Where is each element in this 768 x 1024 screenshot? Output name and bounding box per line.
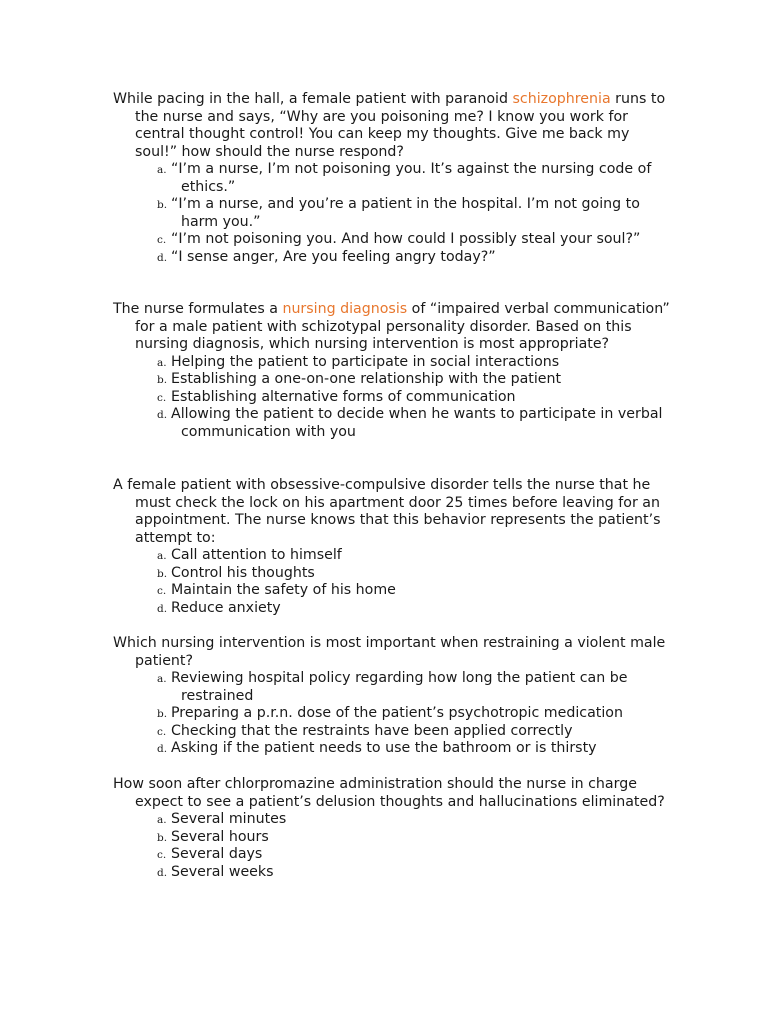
option-letter: d. bbox=[157, 743, 168, 755]
answer-option-d bbox=[113, 864, 673, 882]
question-2 bbox=[113, 301, 673, 441]
option-letter: c. bbox=[157, 234, 167, 246]
option-text: Several weeks bbox=[171, 863, 274, 880]
option-text: Asking if the patient needs to use the bathroom or is thirsty bbox=[171, 740, 597, 756]
option-text: Reduce anxiety bbox=[171, 599, 281, 616]
answer-option-d bbox=[113, 740, 673, 758]
answer-option-c bbox=[113, 723, 673, 741]
option-text: Preparing a p.r.n. dose of the patient’s psychotropic medication bbox=[171, 705, 623, 721]
answer-option-d bbox=[113, 249, 673, 267]
answer-option-b bbox=[113, 705, 673, 723]
option-letter: d. bbox=[157, 251, 168, 264]
question-stem: How soon after chlorpromazine administration should the nurse in charge expect to see a patient’s delusion thoughts and hallucinations eliminated? bbox=[113, 776, 665, 810]
answer-option-a bbox=[113, 354, 673, 372]
answer-options bbox=[113, 811, 673, 881]
answer-option-a bbox=[113, 670, 673, 705]
option-text: Maintain the safety of his home bbox=[171, 582, 396, 598]
answer-options bbox=[113, 354, 673, 442]
answer-options bbox=[113, 670, 673, 758]
answer-options bbox=[113, 161, 673, 266]
option-text: Reviewing hospital policy regarding how long the patient can be restrained bbox=[171, 670, 628, 704]
answer-option-a bbox=[113, 161, 673, 196]
option-text: Control his thoughts bbox=[171, 564, 315, 581]
option-text: Several days bbox=[171, 846, 263, 862]
option-text: Establishing a one-on-one relationship with the patient bbox=[171, 371, 562, 387]
option-text: Several hours bbox=[171, 828, 269, 845]
question-4 bbox=[113, 635, 673, 758]
question-stem: The nurse formulates a nursing diagnosis of “impaired verbal communication” for a male patient with schizotypal personality disorder. Based on this nursing diagnosis, which nursing intervention is most appropriate? bbox=[113, 301, 670, 352]
answer-option-d bbox=[113, 406, 673, 441]
question-5 bbox=[113, 776, 673, 881]
option-letter: b. bbox=[157, 199, 168, 211]
option-letter: b. bbox=[157, 567, 168, 580]
option-text: “I’m not poisoning you. And how could I possibly steal your soul?” bbox=[171, 231, 641, 247]
option-text: “I’m a nurse, I’m not poisoning you. It’s against the nursing code of ethics.” bbox=[171, 161, 652, 195]
option-letter: d. bbox=[157, 602, 168, 615]
option-letter: b. bbox=[157, 708, 168, 720]
answer-option-c bbox=[113, 582, 673, 600]
option-letter: a. bbox=[157, 356, 167, 369]
keyword-link[interactable]: nursing diagnosis bbox=[282, 301, 408, 317]
option-letter: a. bbox=[157, 673, 167, 685]
question-3 bbox=[113, 477, 673, 617]
question-stem: While pacing in the hall, a female patient with paranoid schizophrenia runs to the nurse and says, “Why are you poisoning me? I know you work for central thought control! You can keep my thoughts. Give me back my soul!” how should the nurse respond? bbox=[113, 91, 666, 160]
answer-option-b bbox=[113, 829, 673, 847]
option-letter: a. bbox=[157, 814, 167, 826]
option-text: Call attention to himself bbox=[171, 547, 342, 563]
option-text: Several minutes bbox=[171, 811, 287, 827]
option-letter: c. bbox=[157, 585, 167, 597]
answer-option-b bbox=[113, 196, 673, 231]
answer-option-d bbox=[113, 600, 673, 618]
answer-option-a bbox=[113, 811, 673, 829]
option-text: Allowing the patient to decide when he wants to participate in verbal communication with you bbox=[171, 406, 663, 440]
option-letter: c. bbox=[157, 849, 167, 861]
question-stem: Which nursing intervention is most important when restraining a violent male patient? bbox=[113, 635, 666, 669]
option-text: Establishing alternative forms of communication bbox=[171, 388, 516, 405]
option-letter: c. bbox=[157, 391, 167, 404]
option-letter: b. bbox=[157, 831, 168, 844]
option-text: “I sense anger, Are you feeling angry today?” bbox=[171, 248, 496, 265]
option-text: Checking that the restraints have been applied correctly bbox=[171, 722, 573, 739]
answer-option-c bbox=[113, 389, 673, 407]
answer-options bbox=[113, 547, 673, 617]
question-stem: A female patient with obsessive-compulsive disorder tells the nurse that he must check the lock on his apartment door 25 times before leaving for an appointment. The nurse knows that this behavior represents the patient’s attempt to: bbox=[113, 477, 661, 546]
option-text: “I’m a nurse, and you’re a patient in the hospital. I’m not going to harm you.” bbox=[171, 196, 640, 230]
question-1 bbox=[113, 91, 673, 266]
keyword-link[interactable]: schizophrenia bbox=[512, 91, 611, 107]
option-text: Helping the patient to participate in social interactions bbox=[171, 353, 560, 370]
option-letter: c. bbox=[157, 725, 167, 738]
option-letter: a. bbox=[157, 164, 167, 176]
option-letter: b. bbox=[157, 374, 168, 386]
option-letter: d. bbox=[157, 866, 168, 879]
answer-option-c bbox=[113, 231, 673, 249]
answer-option-b bbox=[113, 565, 673, 583]
answer-option-b bbox=[113, 371, 673, 389]
option-letter: d. bbox=[157, 409, 168, 421]
answer-option-c bbox=[113, 846, 673, 864]
answer-option-a bbox=[113, 547, 673, 565]
option-letter: a. bbox=[157, 550, 167, 562]
